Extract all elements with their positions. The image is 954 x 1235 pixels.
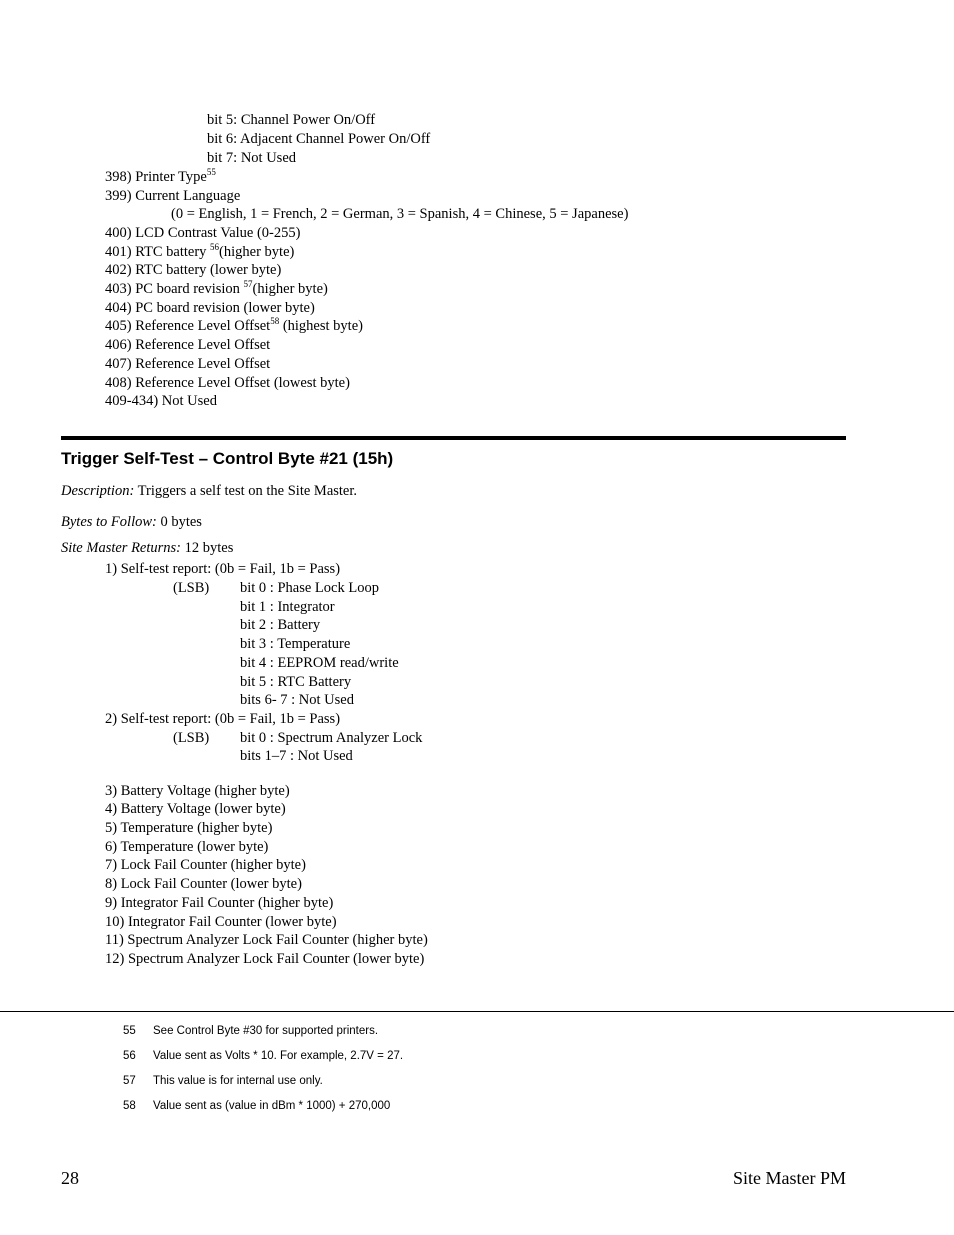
bit-line: bit 5 : RTC Battery xyxy=(240,674,352,690)
report-title: 2) Self-test report: (0b = Fail, 1b = Pass) xyxy=(105,711,341,727)
section-divider xyxy=(61,436,846,440)
footnote-text: Value sent as Volts * 10. For example, 2.7V = 27. xyxy=(153,1050,404,1062)
lsb-label: (LSB) xyxy=(173,730,210,746)
list-item: 10) Integrator Fail Counter (lower byte) xyxy=(105,914,337,930)
bit-line: bit 3 : Temperature xyxy=(240,636,351,652)
footnote-ref: 56 xyxy=(210,242,220,252)
list-item: 5) Temperature (higher byte) xyxy=(105,820,273,836)
bit-line: bit 2 : Battery xyxy=(240,617,321,633)
footnote-text: Value sent as (value in dBm * 1000) + 270,000 xyxy=(153,1100,391,1112)
footnote-number: 58 xyxy=(123,1100,136,1112)
bit-line: bit 4 : EEPROM read/write xyxy=(240,655,399,671)
section-heading: Trigger Self-Test – Control Byte #21 (15h) xyxy=(61,449,394,468)
list-item: 408) Reference Level Offset (lowest byte) xyxy=(105,375,350,391)
report-title: 1) Self-test report: (0b = Fail, 1b = Pass) xyxy=(105,561,341,577)
list-item: 405) Reference Level Offset$^{58}$ (highest byte) xyxy=(105,316,363,334)
footnote-text: This value is for internal use only. xyxy=(153,1075,323,1087)
bit-line: bit 5: Channel Power On/Off xyxy=(207,112,376,128)
footnote-number: 56 xyxy=(123,1050,136,1062)
bit-line: bit 7: Not Used xyxy=(207,150,297,166)
site-master-returns: Site Master Returns: 12 bytes xyxy=(61,540,234,556)
list-item: 4) Battery Voltage (lower byte) xyxy=(105,801,286,817)
description: Description: Triggers a self test on the Site Master. xyxy=(61,483,358,499)
list-item: 404) PC board revision (lower byte) xyxy=(105,300,315,316)
list-item: 403) PC board revision $^{57}$(higher byte) xyxy=(105,279,328,297)
list-item: 401) RTC battery $^{56}$(higher byte) xyxy=(105,242,295,260)
list-item: 398) Printer Type$^{55}$ xyxy=(105,167,216,185)
bit-line: bits 1–7 : Not Used xyxy=(240,748,353,764)
footnote-text: See Control Byte #30 for supported printers. xyxy=(153,1025,379,1037)
lsb-label: (LSB) xyxy=(173,580,210,596)
list-item: 3) Battery Voltage (higher byte) xyxy=(105,783,290,799)
list-item: 8) Lock Fail Counter (lower byte) xyxy=(105,876,302,892)
bytes-to-follow: Bytes to Follow: 0 bytes xyxy=(61,514,202,530)
footnote-number: 57 xyxy=(123,1075,136,1087)
footnote-number: 55 xyxy=(123,1025,136,1037)
footnote-ref: 57 xyxy=(243,279,253,289)
footnote-divider xyxy=(0,1011,954,1012)
footnote-ref: 55 xyxy=(206,167,216,177)
bit-line: bit 6: Adjacent Channel Power On/Off xyxy=(207,131,431,147)
list-item: 11) Spectrum Analyzer Lock Fail Counter (higher byte) xyxy=(105,932,428,948)
list-item: 406) Reference Level Offset xyxy=(105,337,271,353)
list-item: 402) RTC battery (lower byte) xyxy=(105,262,282,278)
list-item: 9) Integrator Fail Counter (higher byte) xyxy=(105,895,334,911)
list-item: 6) Temperature (lower byte) xyxy=(105,839,269,855)
list-item: 7) Lock Fail Counter (higher byte) xyxy=(105,857,306,873)
list-item: 407) Reference Level Offset xyxy=(105,356,271,372)
bit-line: bit 0 : Spectrum Analyzer Lock xyxy=(240,730,423,746)
bit-line: bit 0 : Phase Lock Loop xyxy=(240,580,379,596)
bit-line: bits 6- 7 : Not Used xyxy=(240,692,354,708)
language-codes: (0 = English, 1 = French, 2 = German, 3 = Spanish, 4 = Chinese, 5 = Japanese) xyxy=(171,206,629,222)
footnote-ref: 58 xyxy=(270,316,280,326)
doc-title: Site Master PM xyxy=(732,1168,846,1188)
bit-line: bit 1 : Integrator xyxy=(240,599,335,615)
list-item: 12) Spectrum Analyzer Lock Fail Counter (lower byte) xyxy=(105,951,425,967)
page-number: 28 xyxy=(61,1168,79,1188)
list-item: 400) LCD Contrast Value (0-255) xyxy=(105,225,301,241)
list-item: 399) Current Language xyxy=(105,188,241,204)
list-item: 409-434) Not Used xyxy=(105,393,217,409)
